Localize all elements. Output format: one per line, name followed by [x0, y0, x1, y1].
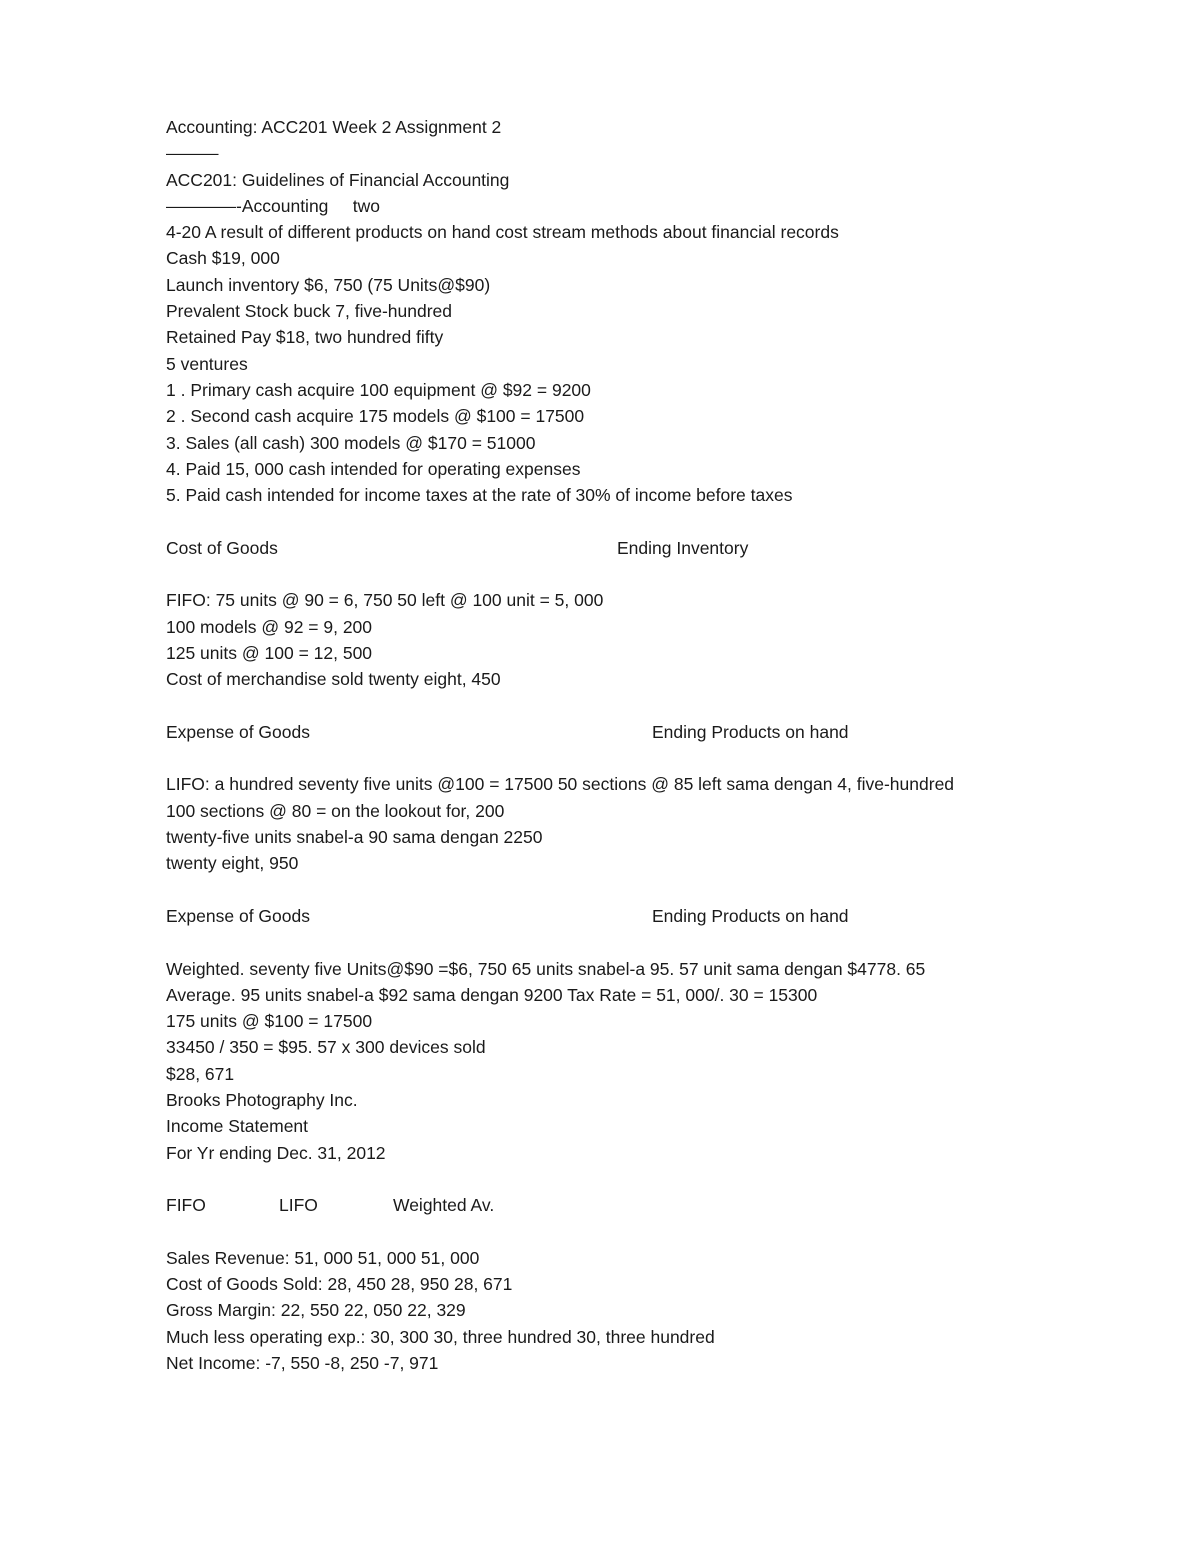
weighted-line: 33450 / 350 = $95. 57 x 300 devices sold — [166, 1037, 486, 1058]
weighted-line: Average. 95 units snabel-a $92 sama dengan 9200 Tax Rate = 51, 000/. 30 = 15300 — [166, 984, 818, 1005]
method-columns — [166, 1192, 1066, 1218]
income-line: Sales Revenue: 51, 000 51, 000 51, 000 — [166, 1247, 480, 1268]
fifo-header-left: Cost of Goods — [166, 537, 278, 558]
company-name: Brooks Photography Inc. — [166, 1089, 358, 1110]
lifo-line: 100 sections @ 80 = on the lookout for, 200 — [166, 800, 505, 821]
weighted-header — [166, 903, 1066, 929]
problem-heading: 4-20 A result of different products on hand cost stream methods about financial records — [166, 222, 839, 243]
lifo-line: twenty-five units snabel-a 90 sama dengan 2250 — [166, 827, 543, 848]
fifo-line: 125 units @ 100 = 12, 500 — [166, 642, 373, 663]
statement-title: Income Statement — [166, 1116, 309, 1137]
fact-line: 4. Paid 15, 000 cash intended for operating expenses — [166, 458, 581, 479]
weighted-header-left: Expense of Goods — [166, 905, 310, 926]
method-fifo: FIFO — [166, 1195, 206, 1216]
income-line: Much less operating exp.: 30, 300 30, three hundred 30, three hundred — [166, 1326, 715, 1347]
fact-line: 5 ventures — [166, 353, 248, 374]
document-page — [166, 114, 1066, 1376]
fifo-line: FIFO: 75 units @ 90 = 6, 750 50 left @ 100 unit = 5, 000 — [166, 590, 604, 611]
weighted-header-right: Ending Products on hand — [652, 905, 849, 926]
document-title: Accounting: ACC201 Week 2 Assignment 2 — [166, 117, 502, 137]
fact-line: Retained Pay $18, two hundred fifty — [166, 327, 444, 348]
weighted-line: Weighted. seventy five Units@$90 =$6, 750 65 units snabel-a 95. 57 unit sama dengan $4778. 65 — [166, 958, 926, 979]
fact-line: Prevalent Stock buck 7, five-hundred — [166, 301, 452, 322]
income-line: Gross Margin: 22, 550 22, 050 22, 329 — [166, 1300, 466, 1321]
separator-dashes: ——— — [166, 143, 219, 164]
document-subtitle: ACC201: Guidelines of Financial Accounting — [166, 169, 510, 190]
method-lifo: LIFO — [279, 1195, 318, 1216]
separator-accounting: ————-Accounting two — [166, 195, 380, 216]
fifo-line: Cost of merchandise sold twenty eight, 450 — [166, 669, 501, 690]
income-line: Cost of Goods Sold: 28, 450 28, 950 28, 671 — [166, 1274, 513, 1295]
lifo-header — [166, 719, 1066, 745]
fifo-line: 100 models @ 92 = 9, 200 — [166, 616, 373, 637]
statement-period: For Yr ending Dec. 31, 2012 — [166, 1142, 386, 1163]
weighted-line: 175 units @ $100 = 17500 — [166, 1011, 373, 1032]
fact-line: Launch inventory $6, 750 (75 Units@$90) — [166, 274, 491, 295]
fact-line: 2 . Second cash acquire 175 models @ $100 = 17500 — [166, 406, 585, 427]
weighted-line: $28, 671 — [166, 1063, 235, 1084]
lifo-header-right: Ending Products on hand — [652, 721, 849, 742]
lifo-header-left: Expense of Goods — [166, 721, 310, 742]
fact-line: Cash $19, 000 — [166, 248, 280, 269]
fifo-header — [166, 535, 1066, 561]
fifo-header-right: Ending Inventory — [617, 537, 749, 558]
fact-line: 1 . Primary cash acquire 100 equipment @ $92 = 9200 — [166, 379, 591, 400]
lifo-line: twenty eight, 950 — [166, 853, 299, 874]
lifo-line: LIFO: a hundred seventy five units @100 = 17500 50 sections @ 85 left sama dengan 4, five-hundred — [166, 774, 955, 795]
fact-line: 5. Paid cash intended for income taxes at the rate of 30% of income before taxes — [166, 485, 793, 506]
method-weighted: Weighted Av. — [393, 1195, 495, 1216]
fact-line: 3. Sales (all cash) 300 models @ $170 = 51000 — [166, 432, 536, 453]
income-line: Net Income: -7, 550 -8, 250 -7, 971 — [166, 1352, 439, 1373]
